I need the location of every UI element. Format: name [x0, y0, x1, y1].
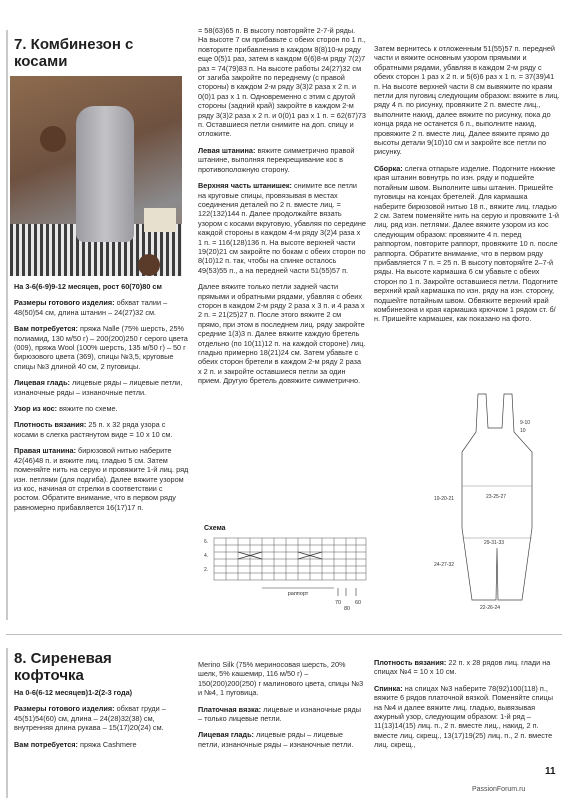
arrow-label: 70 [334, 600, 342, 606]
chart-title: Схема [204, 525, 226, 532]
arrows [338, 588, 356, 596]
photo-card [144, 208, 176, 232]
paragraph: Левая штанина: вяжите симметрично правой штанине, выполняя перекрещивание кос в противоположную сторону. [198, 145, 355, 174]
cable-chart [202, 522, 368, 610]
pattern-label: 19-20-21 [434, 496, 455, 502]
section2-title: 8. Сиреневая кофточка [14, 650, 112, 684]
paragraph: Размеры готового изделия: обхват талии – 48(50)54 см, длина штанин – 24(27)32 см. [14, 298, 168, 317]
row-label: 4. [204, 553, 209, 559]
row-label: 2. [204, 567, 209, 573]
paragraph: Размеры готового изделия: обхват груди – 45(51)54(60) см, длина – 24(28)32(38) см, внутренняя длина рукава – 15(17)20(24) см. [14, 704, 166, 733]
paragraph: Верхняя часть штанишек: снимите все петли на круговые спицы, провязывая в местах соединения деталей по 2 п. вместе лиц. = 122(132)144 п. Далее продолжайте вязать узором с косами вкруговую, убавляя по середине каждой стороны в каждом 4-м ряду 3(2)4 раза x 1 п. = 116(128)136 п. На высоте верхней части 19(20)21 см закройте по бокам с обеих сторон по 8(10)12 п. так, чтобы на спинке осталось 49(53)55 п., а на передней части 51(55)57 п. [198, 181, 366, 275]
chart-grid [214, 538, 366, 580]
cable-chart-svg [202, 522, 368, 610]
paragraph: Спинка: на спицах №3 наберите 78(92)100(118) п., вяжите 6 рядов платочной вязкой. Поменяйте спицы на №4 и далее вяжите лиц. гладью, вывязывая ажурный узор, следующим образом: 1-й ряд – 11(13)14(15) лиц. п., 2 п. вместе лиц., накид, 2 п. вместе лиц. скрещ., 13(17)19(25) лиц. п., 2 п. вместе лиц. скрещ., [374, 683, 553, 750]
pattern-label: 24-27-32 [434, 562, 455, 568]
teddy-bear [138, 254, 160, 276]
paragraph: = 58(63)65 п. В высоту повторяйте 2-7-й ряды. На высоте 7 см прибавьте с обеих сторон по 1 п., повторите прибавления в каждом 8(8)10-м ряду еще 0(5)1 раз, затем в каждом 6(6)8-м ряду 7(2)7 раз = 74(79)83 п. На высоте работы 24(27)32 см от загиба закройте по переднему (с правой стороны) в каждом 2-м ряду 3(3)2 раза x 2 п. и 0(0)1 раз x 1 п. Одновременно с этим с другой стороны (задний край) закройте в каждом 2-м ряду 3(3)2 раза x 2 п. и 0(0)1 раз x 1 п. = 62(67)73 п. Оставшиеся петли снимите на доп. спицу и отложите. [198, 26, 366, 139]
paragraph: Плотность вязания: 25 п. x 32 ряда узора с косами в слегка растянутом виде = 10 x 10 см. [14, 420, 173, 439]
paragraph: Платочная вязка: лицевые и изнаночные ряды – только лицевые петли. [198, 704, 361, 724]
section2-size: На 0-6(6-12 месяцев)1-2(2-3 года) [14, 688, 133, 697]
paragraph: Далее вяжите только петли задней части прямыми и обратными рядами, убавляя с обеих сторон в каждом 2-м ряду 2 раза x 3 п. и 4 раза x 2 п. = 21(25)27 п. После этого вяжите 2 см прямо, при этом в последнем лиц. ряду закройте средние 1(3)3 п. Далее вяжите каждую бретель отдельно (по 10(11)12 п. на каждой стороне) лиц. гладью примерно 18(21)24 см. Затем убавьте с обеих сторон бретели в каждом 2-м ряду 2 раза x 2 п. и закройте оставшиеся петли за один прием. Другую бретель довяжите симметрично. [198, 282, 366, 386]
section1-size: На 3-6(6-9)9-12 месяцев, рост 60(70)80 см [14, 282, 162, 291]
paragraph: Правая штанина: бирюзовой нитью наберите 42(46)48 п. и вяжите лиц. гладью 5 см. Затем поменяйте нить на серую и провяжите 1-й лиц. ряд изн. петлями (для подгиба). Далее вяжите узором из кос, начиная от стрелки в соответствии с ростом. Обратите внимание, что в первом ряду равномерно прибавляется 16(17)17 п. [14, 446, 189, 512]
section2-col2 [198, 660, 366, 756]
arrow-label: 60 [354, 600, 362, 606]
row-label: 6. [204, 539, 209, 545]
paragraph: Лицевая гладь: лицевые ряды – лицевые петли, изнаночные ряды – изнаночные петли. [198, 730, 354, 749]
paragraph: Сборка: слегка отпарьте изделие. Подогните нижние края штанин вовнутрь по изн. ряду и подшейте потайным швом. Выполните швы штанин. Пришейте пуговицы на концах бретелей. Для кармашка наберите бирюзовой нитью 18 п., вяжите лиц. гладью 2 см. Затем поменяйте нить на серую и провяжите 1-й лиц. ряд изн. петлями. Далее вяжите узором из кос следующим образом: провяжите 4 п. перед раппортом, повторите раппорт, провяжите 10 п. после раппорта. Обратите внимание, что в первом ряду прибавляется 7 п. = 25 п. В высоту повторяйте 2–7-й ряды. На высоте кармашка 6 см убавьте с обеих сторон по 1 п. Закройте оставшиеся петли. Подогните верхний край кармашка по изн. ряду на изн. сторону, подшейте потайным швом. Обвяжите верхний край комбинезона и края кармашка крючком 1 рядом ст. б/н. Пришейте кармашек, как показано на фото. [374, 163, 559, 324]
section1-col2 [198, 26, 366, 393]
pattern-label: 10 [520, 428, 526, 434]
page-number: 11 [545, 766, 556, 777]
paragraph: Вам потребуется: пряжа Cashmere [14, 739, 137, 749]
teddy-bear [40, 126, 66, 152]
arrow-label: 80 [343, 606, 351, 610]
section2-col1 [14, 688, 190, 756]
romper-figure [76, 106, 134, 242]
pattern-label: 29-31-33 [484, 540, 505, 546]
section-divider [6, 634, 562, 635]
section2-frame [6, 648, 8, 798]
romper-photo [10, 76, 182, 276]
paragraph: Узор из кос: вяжите по схеме. [14, 404, 118, 414]
section1-col1 [14, 282, 190, 519]
pattern-label: 22-26-24 [480, 605, 501, 611]
pattern-label: 23-25-27 [486, 494, 507, 500]
section1-col3 [374, 44, 560, 331]
pattern-svg [432, 388, 562, 612]
paragraph: Затем вернитесь к отложенным 51(55)57 п. передней части и вяжите основным узором прямыми и обратными рядами, убавляя в каждом 2-м ряду с обеих сторон 1 раз x 2 п. и 5(6)6 раз x 1 п. = 37(39)41 п. На высоте верхней части 8 см вывяжите по краям петли для пуговиц следующим образом: вяжите в лиц. ряду 4 п. по рисунку, провяжите 2 п. вместе лиц., выполните накид, далее вяжите по рисунку, пока до конца ряда не останется 6 п., выполните накид, провяжите 2 п. вместе лиц. Далее вяжите прямо до высоты детали 9(10)10 см и закройте все петли по рисунку. [374, 44, 560, 157]
section2-col3 [374, 658, 560, 757]
paragraph: Плотность вязания: 22 п. x 28 рядов лиц. глади на спицах №4 = 10 x 10 см. [374, 658, 551, 677]
site-watermark: PassionForum.ru [472, 786, 526, 793]
pattern-label: 9-10 [520, 420, 531, 426]
romper-pattern [432, 388, 562, 612]
section1-title: 7. Комбинезон с косами [14, 36, 134, 70]
paragraph: Лицевая гладь: лицевые ряды – лицевые петли, изнаночные ряды – изнаночные петли. [14, 378, 183, 397]
repeat-label: раппорт [287, 591, 309, 597]
paragraph: Merino Silk (75% мериносовая шерсть, 20% шелк, 5% кашемир, 116 м/50 г) – 150(200)200(250) г малинового цвета, спицы №3 и №4, 1 пуговица. [198, 660, 364, 698]
paragraph: Вам потребуется: пряжа Nalle (75% шерсть, 25% полиамид, 130 м/50 г) – 200(200)250 г серого цвета (009), пряжа Wool (100% шерсть, 135 м/50 г) – 50 г бирюзового цвета (369), спицы №3,5, круговые спицы №3 длиной 40 см, 2 пуговицы. [14, 324, 188, 371]
cable-crossings [238, 552, 322, 559]
section1-frame [6, 30, 8, 620]
